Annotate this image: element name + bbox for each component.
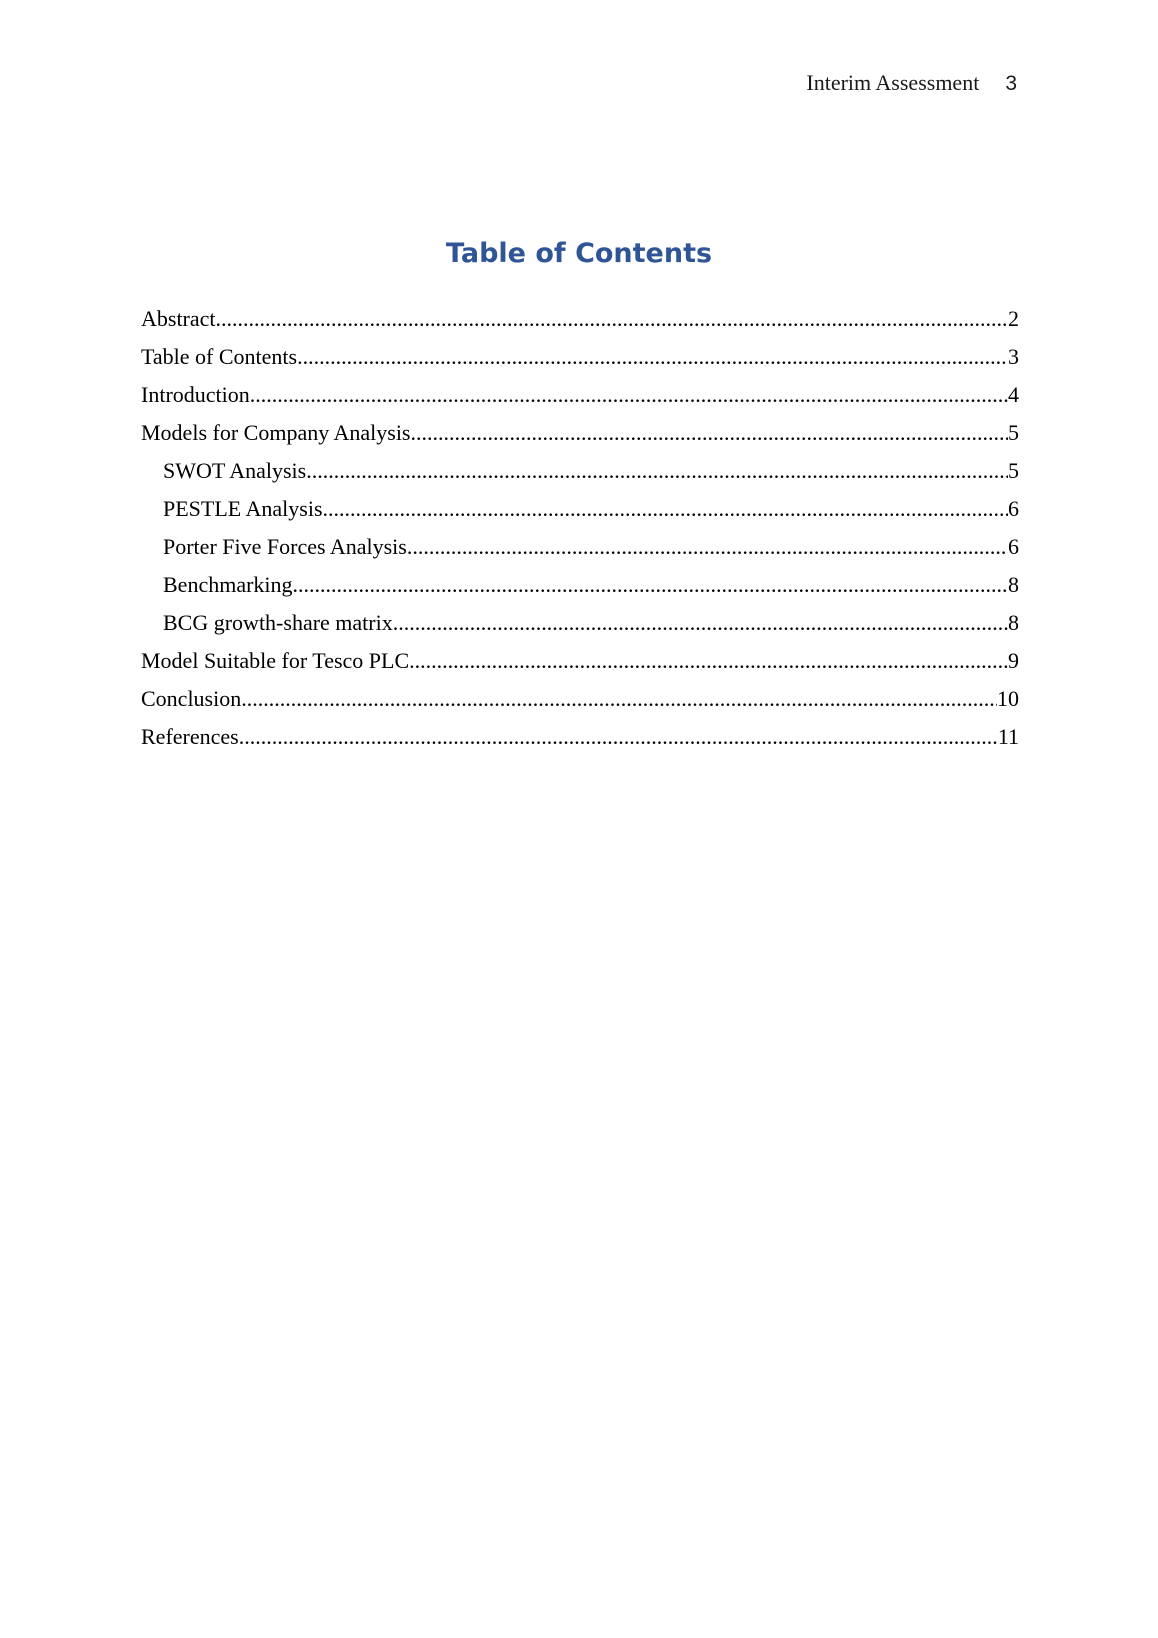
dot-leader [297, 338, 1008, 376]
toc-entry-models-for-company-analysis[interactable] [141, 414, 1019, 452]
toc-entry-page: 6 [1008, 534, 1019, 559]
dot-leader [393, 604, 1008, 642]
toc-entry-page: 4 [1008, 382, 1019, 407]
toc-entry-label: Introduction [141, 382, 250, 407]
toc-entry-page: 11 [997, 724, 1019, 749]
dot-leader [407, 528, 1008, 566]
toc-entry-page: 5 [1008, 458, 1019, 483]
toc-entry-label: Model Suitable for Tesco PLC [141, 648, 410, 673]
page-header [806, 70, 1017, 96]
dot-leader [216, 300, 1008, 338]
toc-entry-label: Models for Company Analysis [141, 420, 411, 445]
toc-entry-label: Porter Five Forces Analysis [163, 534, 407, 559]
toc-entry-table-of-contents[interactable] [141, 338, 1019, 376]
toc-entry-introduction[interactable] [141, 376, 1019, 414]
toc-entry-pestle-analysis[interactable] [141, 490, 1019, 528]
dot-leader [241, 680, 997, 718]
toc-entry-label: References [141, 724, 239, 749]
toc-entry-label: SWOT Analysis [163, 458, 307, 483]
toc-entry-page: 10 [997, 686, 1019, 711]
toc-entry-model-suitable-for-tesco[interactable] [141, 642, 1019, 680]
toc-entry-page: 8 [1008, 572, 1019, 597]
toc-entry-page: 5 [1008, 420, 1019, 445]
toc-entry-abstract[interactable] [141, 300, 1019, 338]
page-number: 3 [1005, 72, 1017, 95]
toc-entry-page: 2 [1008, 306, 1019, 331]
toc-entry-label: Conclusion [141, 686, 242, 711]
dot-leader [293, 566, 1008, 604]
toc-entry-benchmarking[interactable] [141, 566, 1019, 604]
toc-entry-page: 6 [1008, 496, 1019, 521]
dot-leader [239, 718, 998, 756]
toc-list [141, 300, 1019, 756]
dot-leader [409, 642, 1008, 680]
toc-entry-references[interactable] [141, 718, 1019, 756]
dot-leader [306, 452, 1008, 490]
running-title: Interim Assessment [806, 70, 980, 95]
toc-entry-page: 9 [1008, 648, 1019, 673]
toc-entry-label: PESTLE Analysis [163, 496, 323, 521]
toc-entry-bcg-growth-share-matrix[interactable] [141, 604, 1019, 642]
toc-entry-label: BCG growth-share matrix [163, 610, 393, 635]
toc-entry-label: Benchmarking [163, 572, 293, 597]
dot-leader [411, 414, 1009, 452]
dot-leader [250, 376, 1008, 414]
dot-leader [323, 490, 1008, 528]
toc-entry-page: 3 [1008, 344, 1019, 369]
toc-title: Table of Contents [445, 238, 713, 269]
toc-entry-page: 8 [1008, 610, 1019, 635]
toc-entry-label: Abstract [141, 306, 216, 331]
toc-entry-conclusion[interactable] [141, 680, 1019, 718]
toc-entry-swot-analysis[interactable] [141, 452, 1019, 490]
toc-entry-label: Table of Contents [141, 344, 298, 369]
toc-entry-porter-five-forces[interactable] [141, 528, 1019, 566]
